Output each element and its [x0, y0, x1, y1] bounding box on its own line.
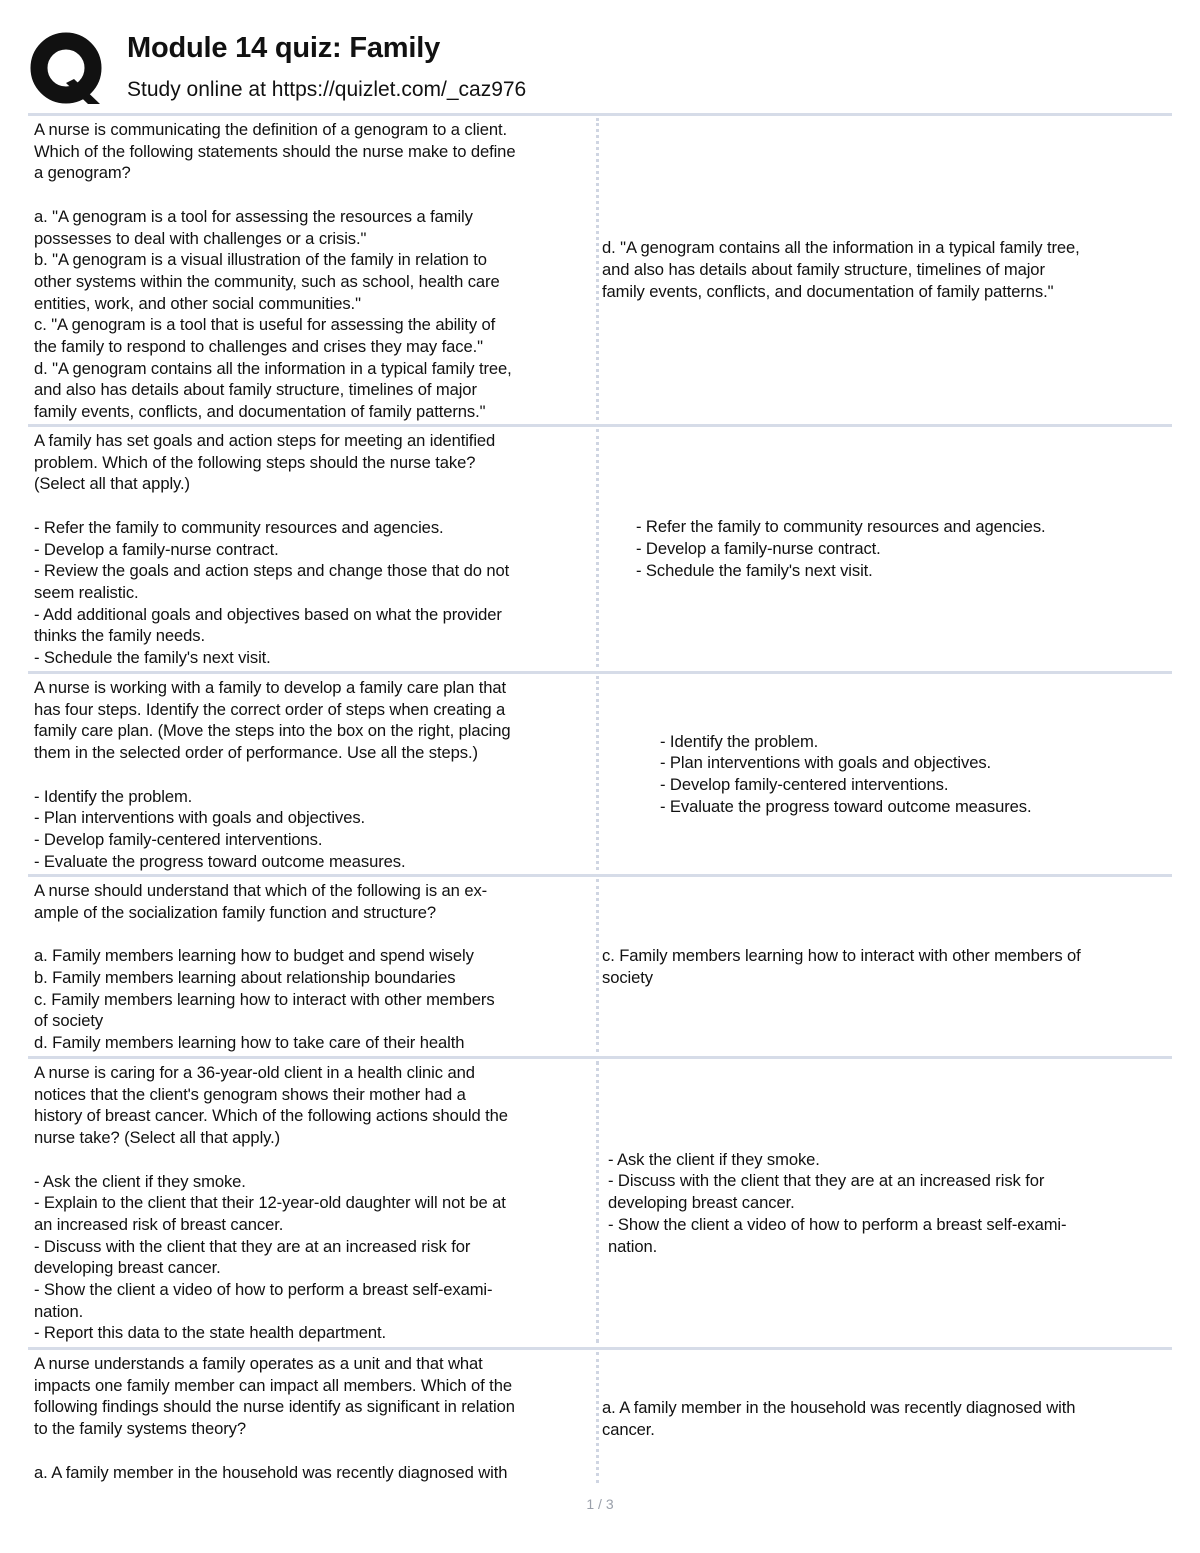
- column-divider: [596, 1061, 599, 1343]
- flashcard-row: [28, 1347, 1172, 1487]
- column-divider: [596, 676, 599, 870]
- page-number: 1 / 3: [586, 1496, 614, 1512]
- column-divider: [596, 429, 599, 667]
- page-subtitle: Study online at https://quizlet.com/_caz976: [127, 78, 527, 101]
- column-divider: [596, 118, 599, 420]
- card-term: A nurse is working with a family to develop a family care plan that has four steps. Identify the correct order of steps when creating a family care plan. (Move the steps into the box on the right, placing them in the selected order of performance. Use all the steps.) - Identify the problem. - Plan interventions with goals and objectives. - Develop family-centered interventions. - Evaluate the progress toward outcome measures.: [34, 678, 511, 871]
- page-title: Module 14 quiz: Family: [127, 32, 441, 64]
- card-definition: a. A family member in the household was recently diagnosed with cancer.: [602, 1397, 1076, 1439]
- flashcard-row: [28, 671, 1172, 874]
- quizlet-logo-icon: [30, 31, 106, 107]
- card-term: A nurse understands a family operates as a unit and that what impacts one family member can impact all members. Which of the following findings should the nurse identify as significant in relation to the family systems theory? a. A family member in the household was recently diagnosed with: [34, 1354, 515, 1482]
- flashcard-row: [28, 874, 1172, 1056]
- flashcard-row: [28, 1056, 1172, 1347]
- document-header: [28, 28, 1172, 108]
- card-term: A nurse should understand that which of the following is an ex- ample of the socialization family function and structure? a. Family members learning how to budget and spend wisely b. Family members learning about relationship boundaries c. Family members learning how to interact with other members of society d. Family members learning how to take care of their health: [34, 881, 495, 1052]
- card-term: A nurse is caring for a 36-year-old client in a health clinic and notices that the client's genogram shows their mother had a history of breast cancer. Which of the following actions should the nurse take? (Select all that apply.) - Ask the client if they smoke. - Explain to the client that their 12-year-old daughter will not be at an increased risk of breast cancer. - Discuss with the client that they are at an increased risk for developing breast cancer. - Show the client a video of how to perform a breast self-exami- nation. - Report this data to the state health department.: [34, 1063, 508, 1343]
- flashcard-row: [28, 424, 1172, 671]
- card-definition: - Refer the family to community resources and agencies. - Develop a family-nurse contract. - Schedule the family's next visit.: [636, 517, 1046, 580]
- card-term: A nurse is communicating the definition of a genogram to a client. Which of the following statements should the nurse make to define a genogram? a. "A genogram is a tool for assessing the resources a family possesses to deal with challenges or a crisis." b. "A genogram is a visual illustration of the family in relation to other systems within the community, such as school, health care entities, work, and other social communities." c. "A genogram is a tool that is useful for assessing the ability of the family to respond to challenges and crises they may face." d. "A genogram contains all the information in a typical family tree, and also has details about family structure, timelines of major family events, conflicts, and documentation of family patterns.": [34, 120, 516, 422]
- column-divider: [596, 879, 599, 1052]
- column-divider: [596, 1352, 599, 1483]
- card-definition: d. "A genogram contains all the information in a typical family tree, and also has details about family structure, timelines of major family events, conflicts, and documentation of family patterns.": [602, 238, 1080, 301]
- flashcard-row: [28, 113, 1172, 424]
- card-definition: - Ask the client if they smoke. - Discuss with the client that they are at an increased risk for developing breast cancer. - Show the client a video of how to perform a breast self-exami- nation.: [608, 1149, 1067, 1256]
- card-definition: - Identify the problem. - Plan interventions with goals and objectives. - Develop family-centered interventions. - Evaluate the progress toward outcome measures.: [660, 731, 1032, 816]
- card-term: A family has set goals and action steps for meeting an identified problem. Which of the following steps should the nurse take? (Select all that apply.) - Refer the family to community resources and agencies. - Develop a family-nurse contract. - Review the goals and action steps and change those that do not seem realistic. - Add additional goals and objectives based on what the provider thinks the family needs. - Schedule the family's next visit.: [34, 431, 510, 668]
- card-definition: c. Family members learning how to interact with other members of society: [602, 945, 1081, 987]
